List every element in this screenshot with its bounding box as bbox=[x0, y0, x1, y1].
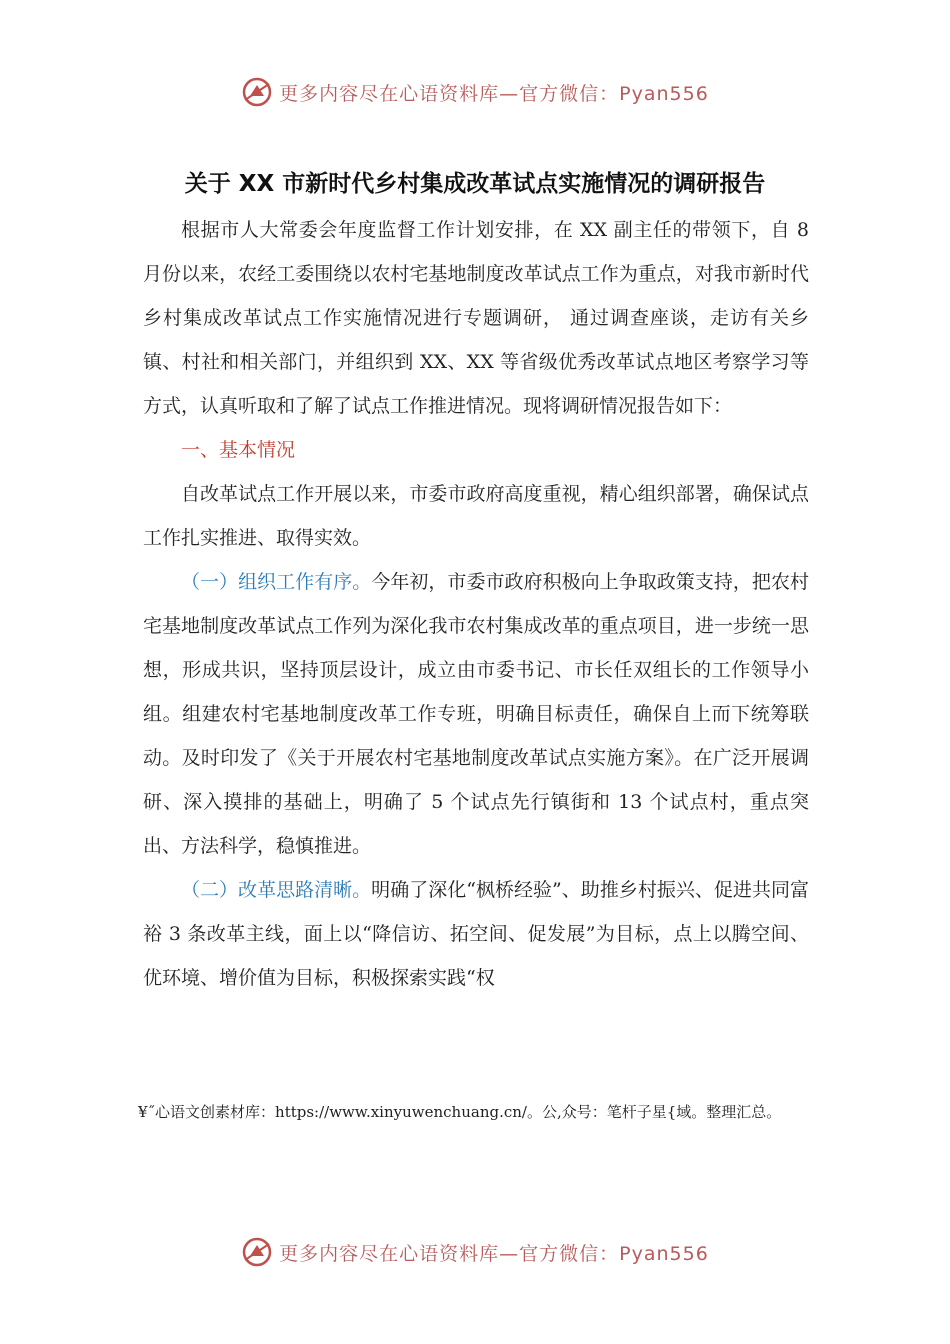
subsection-paragraph-2 bbox=[143, 868, 809, 1000]
intro-paragraph: 根据市人大常委会年度监督工作计划安排，在 XX 副主任的带领下，自 8 月份以来，农经工委围绕以农村宅基地制度改革试点工作为重点，对我市新时代乡村集成改革试点工作实施情况进行专题调研， 通过调查座谈，走访有关乡镇、村社和相关部门，并组织到 XX、XX 等省级优秀改革试点地区考察学习等方式，认真听取和了解了试点工作推进情况。现将调研情况报告如下： bbox=[143, 219, 809, 417]
brand-logo-icon bbox=[241, 1236, 273, 1268]
header-banner bbox=[0, 76, 950, 108]
subsection-text-2: 明确了深化“枫桥经验”、助推乡村振兴、促进共同富裕 3 条改革主线，面上以“降信访、拓空间、促发展”为目标，点上以腾空间、优环境、增价值为目标，积极探索实践“权 bbox=[143, 879, 809, 989]
section-paragraph: 自改革试点工作开展以来，市委市政府高度重视，精心组织部署，确保试点工作扎实推进、取得实效。 bbox=[143, 483, 809, 549]
footer-note: ¥˝心语文创素材库：https://www.xinyuwenchuang.cn/。公,众号：笔杆子星{域。整理汇总。 bbox=[138, 1103, 782, 1121]
section-heading: 一、基本情况 bbox=[181, 439, 296, 461]
document-title: 关于 XX 市新时代乡村集成改革试点实施情况的调研报告 bbox=[184, 171, 766, 197]
subsection-text-1: 今年初，市委市政府积极向上争取政策支持，把农村宅基地制度改革试点工作列为深化我市农村集成改革的重点项目，进一步统一思想，形成共识，坚持顶层设计，成立由市委书记、市长任双组长的工作领导小组。组建农村宅基地制度改革工作专班，明确目标责任，确保自上而下统筹联动。及时印发了《关于开展农村宅基地制度改革试点实施方案》。在广泛开展调研、深入摸排的基础上，明确了 5 个试点先行镇街和 13 个试点村，重点突出、方法科学，稳慎推进。 bbox=[143, 571, 809, 857]
document-body bbox=[143, 208, 809, 1000]
footer-banner bbox=[0, 1236, 950, 1268]
subsection-heading-1: （一）组织工作有序。 bbox=[181, 571, 372, 593]
brand-logo-icon bbox=[241, 76, 273, 108]
subsection-heading-2: （二）改革思路清晰。 bbox=[181, 879, 372, 901]
subsection-paragraph-1 bbox=[143, 560, 809, 868]
banner-text: 更多内容尽在心语资料库—官方微信：Pyan556 bbox=[279, 1242, 709, 1265]
banner-text: 更多内容尽在心语资料库—官方微信：Pyan556 bbox=[279, 82, 709, 105]
